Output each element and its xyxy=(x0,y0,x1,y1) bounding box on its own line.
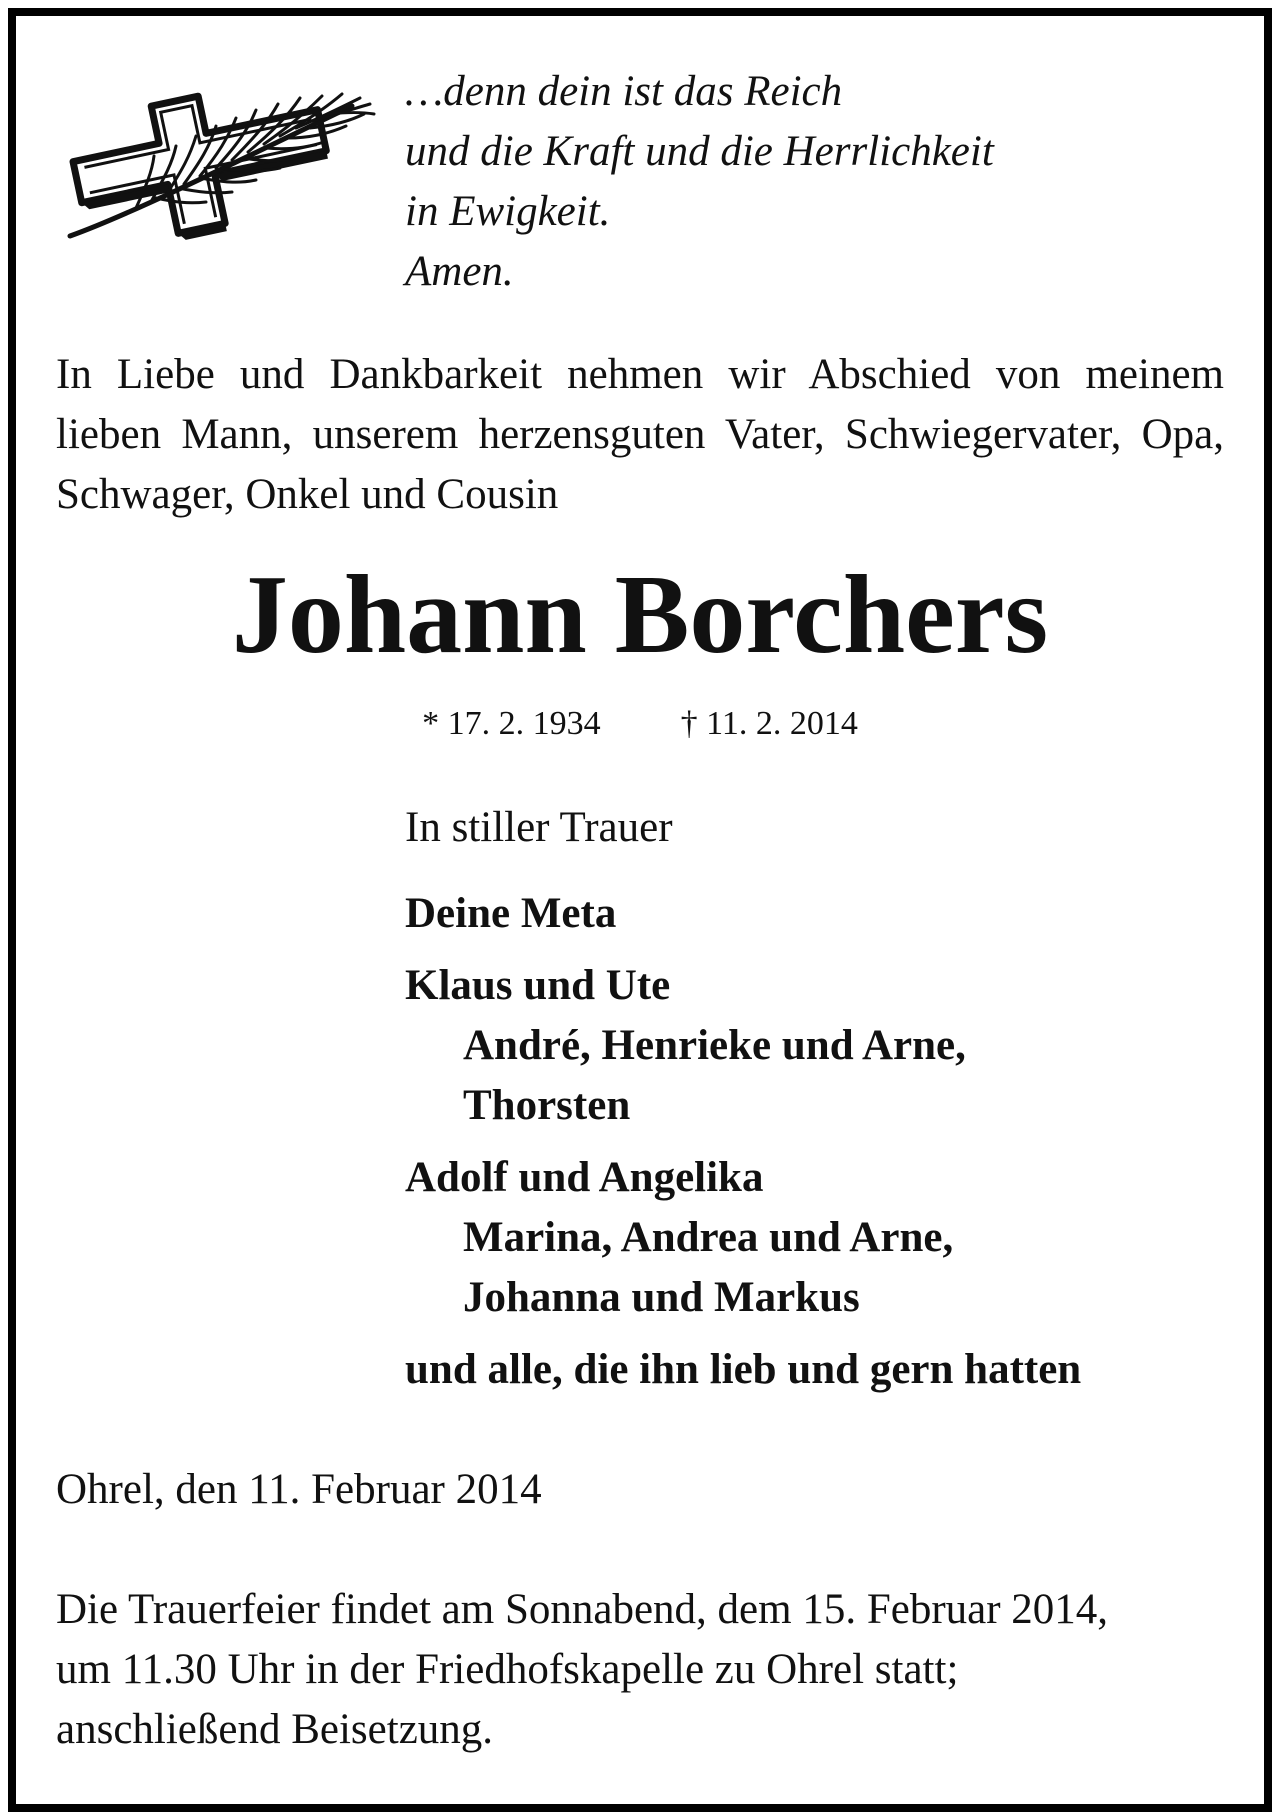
mourner-group-members: Thorsten xyxy=(463,1082,631,1129)
mourner-group xyxy=(405,956,1265,1136)
deceased-name: Johann Borchers xyxy=(231,553,1049,677)
service-line: anschließend Beisetzung. xyxy=(56,1706,494,1753)
mourner-group-head: Klaus und Ute xyxy=(405,962,671,1009)
mourners-list xyxy=(405,884,1265,1400)
life-dates xyxy=(0,700,1280,748)
mourner-group xyxy=(405,1148,1265,1328)
birth-date: * 17. 2. 1934 xyxy=(422,705,601,742)
quote-line: Amen. xyxy=(405,248,514,295)
service-line: Die Trauerfeier findet am Sonnabend, dem 15. Februar 2014, xyxy=(56,1586,1109,1633)
service-line: um 11.30 Uhr in der Friedhofskapelle zu Ohrel statt; xyxy=(56,1646,959,1693)
cross-with-palm-branch-icon xyxy=(56,76,382,248)
mourning-line: In stiller Trauer xyxy=(405,804,673,851)
quote-line: …denn dein ist das Reich xyxy=(405,68,843,115)
funeral-service-info xyxy=(56,1580,1246,1760)
mourner-group-members: André, Henrieke und Arne, xyxy=(463,1022,966,1069)
mourner-group-members: Johanna und Markus xyxy=(463,1274,860,1321)
farewell-text: In Liebe und Dankbarkeit nehmen wir Abschied von meinem lieben Mann, unserem herzensguten Vater, Schwiegervater, Opa, Schwager, Onkel und Cousin xyxy=(56,351,1224,518)
bible-quote xyxy=(405,62,1225,302)
quote-line: und die Kraft und die Herrlichkeit xyxy=(405,128,994,175)
mourner-group-head: Deine Meta xyxy=(405,890,617,937)
quote-line: in Ewigkeit. xyxy=(405,188,611,235)
mourner-group-members: Marina, Andrea und Arne, xyxy=(463,1214,954,1261)
mourner-group-head: Adolf und Angelika xyxy=(405,1154,764,1201)
death-date: † 11. 2. 2014 xyxy=(680,705,858,742)
mourner-group xyxy=(405,884,1265,944)
place-and-date: Ohrel, den 11. Februar 2014 xyxy=(56,1466,542,1513)
closing-line: und alle, die ihn lieb und gern hatten xyxy=(405,1346,1082,1393)
